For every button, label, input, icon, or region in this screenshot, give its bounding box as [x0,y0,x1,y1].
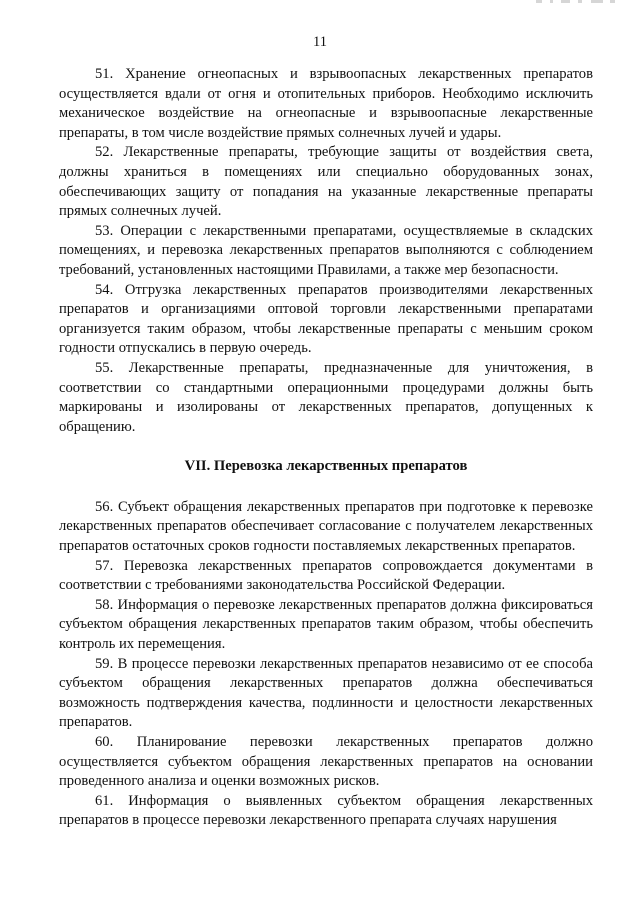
clause-52: 52. Лекарственные препараты, требующие защиты от воздействия света, должны храниться в помещениях или специально оборудованных зонах, обеспечивающих защиту от попадания на указанные лекарственные препараты прямых солнечных лучей. [59,144,593,220]
clause-57: 57. Перевозка лекарственных препаратов сопровождается документами в соответствии с требованиями законодательства Российской Федерации. [59,557,593,594]
clause-56: 56. Субъект обращения лекарственных препаратов при подготовке к перевозке лекарственных препаратов обеспечивает согласование с получателем лекарственных препаратов остаточных сроков годности поставляемых лекарственных препаратов. [59,498,593,555]
clause-54: 54. Отгрузка лекарственных препаратов производителями лекарственных препаратов и организациями оптовой торговли лекарственными препаратами организуется таким образом, чтобы лекарственные препараты с меньшим сроком годности отпускались в первую очередь. [59,281,593,357]
document-body [59,65,593,831]
clause-53: 53. Операции с лекарственными препаратами, осуществляемые в складских помещениях, и перевозка лекарственных препаратов выполняются с соблюдением требований, установленных настоящими Правилами, а также мер безопасности. [59,222,593,278]
clause-58: 58. Информация о перевозке лекарственных препаратов должна фиксироваться субъектом обращения лекарственных препаратов таким образом, чтобы обеспечить контроль их перемещения. [59,596,593,653]
section-heading: VII. Перевозка лекарственных препаратов [184,458,468,475]
clause-55: 55. Лекарственные препараты, предназначенные для уничтожения, в соответствии со стандартными операционными процедурами должны быть маркированы и изолированы от лекарственных препаратов, допущенных к обращению. [59,359,593,435]
scan-artifact [536,0,626,4]
clause-60: 60. Планирование перевозки лекарственных препаратов должно осуществляется субъектом обращения лекарственных препаратов на основании проведенного анализа и оценки возможных рисков. [59,734,593,790]
clause-59: 59. В процессе перевозки лекарственных препаратов независимо от ее способа субъектом обращения лекарственных препаратов должна обеспечиваться возможность подтверждения качества, подлинности и целостности лекарственных препаратов. [59,655,593,731]
clause-51: 51. Хранение огнеопасных и взрывоопасных лекарственных препаратов осуществляется вдали от огня и отопительных приборов. Необходимо исключить механическое воздействие на огнеопасные и взрывоопасные лекарственные препараты, в том числе воздействие прямых солнечных лучей и удары. [59,66,593,141]
clause-61: 61. Информация о выявленных субъектом обращения лекарственных препаратов в процессе перевозки лекарственного препарата случаях нарушения [59,792,593,829]
page-number: 11 [313,34,327,50]
